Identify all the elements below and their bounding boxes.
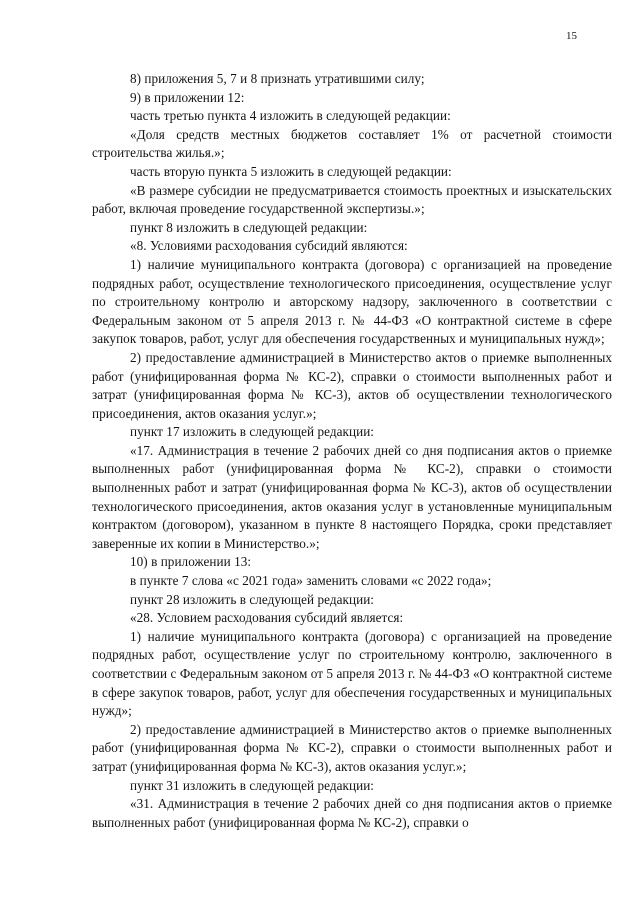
paragraph: 10) в приложении 13:	[130, 554, 252, 570]
paragraph: часть вторую пункта 5 изложить в следующей редакции:	[130, 163, 452, 179]
paragraph: 8) приложения 5, 7 и 8 признать утратившими силу;	[130, 71, 425, 86]
paragraph: в пункте 7 слова «с 2021 года» заменить словами «с 2022 года»;	[130, 573, 492, 589]
paragraph: часть третью пункта 4 изложить в следующей редакции:	[130, 108, 451, 124]
paragraph: 1) наличие муниципального контракта (договора) с организацией на проведение подрядных работ, осуществление услуг по строительному контролю, заключенного в соответствии с Федеральным законом от 5 апреля 2013 г. № 44-ФЗ «О контрактной системе в сфере закупок товаров, работ, услуг для обеспечения государственных и муниципальных нужд»;	[92, 628, 612, 719]
document-body	[92, 70, 612, 832]
paragraph: «17. Администрация в течение 2 рабочих дней со дня подписания актов о приемке выполненных работ (унифицированная форма № КС-2), справки о стоимости выполненных работ и затрат (унифицированная форма № КС-3), актов об осуществлении технологического присоединения, актов оказания услуг в установленные муниципальным контрактом (договором), указанном в пункте 8 настоящего Порядка, сроки представляет заверенные их копии в Министерство.»;	[92, 442, 612, 551]
paragraph: 9) в приложении 12:	[130, 89, 245, 105]
paragraph: пункт 31 изложить в следующей редакции:	[130, 777, 375, 793]
paragraph: «В размере субсидии не предусматривается стоимость проектных и изыскательских работ, включая проведение государственной экспертизы.»;	[92, 182, 612, 217]
paragraph: 1) наличие муниципального контракта (договора) с организацией на проведение подрядных работ, осуществление технологического присоединения, осуществление услуг по строительному контролю и авторскому надзору, заключенного в соответствии с Федеральным законом от 5 апреля 2013 г. № 44-ФЗ «О контрактной системе в сфере закупок товаров, работ, услуг для обеспечения государственных и муниципальных нужд»;	[92, 256, 612, 347]
paragraph: 2) предоставление администрацией в Министерство актов о приемке выполненных работ (унифицированная форма № КС-2), справки о стоимости выполненных работ и затрат (унифицированная форма № КС-3), актов об осуществлении технологического присоединения, актов оказания услуг.»;	[92, 349, 612, 421]
paragraph: «8. Условиями расходования субсидий являются:	[130, 238, 408, 254]
page-number: 15	[566, 30, 577, 42]
paragraph: «Доля средств местных бюджетов составляет 1% от расчетной стоимости строительства жилья.»;	[92, 126, 612, 161]
paragraph: 2) предоставление администрацией в Министерство актов о приемке выполненных работ (унифицированная форма № КС-2), справки о стоимости выполненных работ и затрат (унифицированная форма № КС-3), актов оказания услуг.»;	[92, 721, 612, 774]
paragraph: пункт 8 изложить в следующей редакции:	[130, 219, 368, 235]
paragraph: «28. Условием расходования субсидий является:	[130, 610, 404, 626]
paragraph: пункт 17 изложить в следующей редакции:	[130, 424, 375, 440]
paragraph: пункт 28 изложить в следующей редакции:	[130, 591, 375, 607]
paragraph: «31. Администрация в течение 2 рабочих дней со дня подписания актов о приемке выполненных работ (унифицированная форма № КС-2), справки о	[92, 796, 612, 830]
